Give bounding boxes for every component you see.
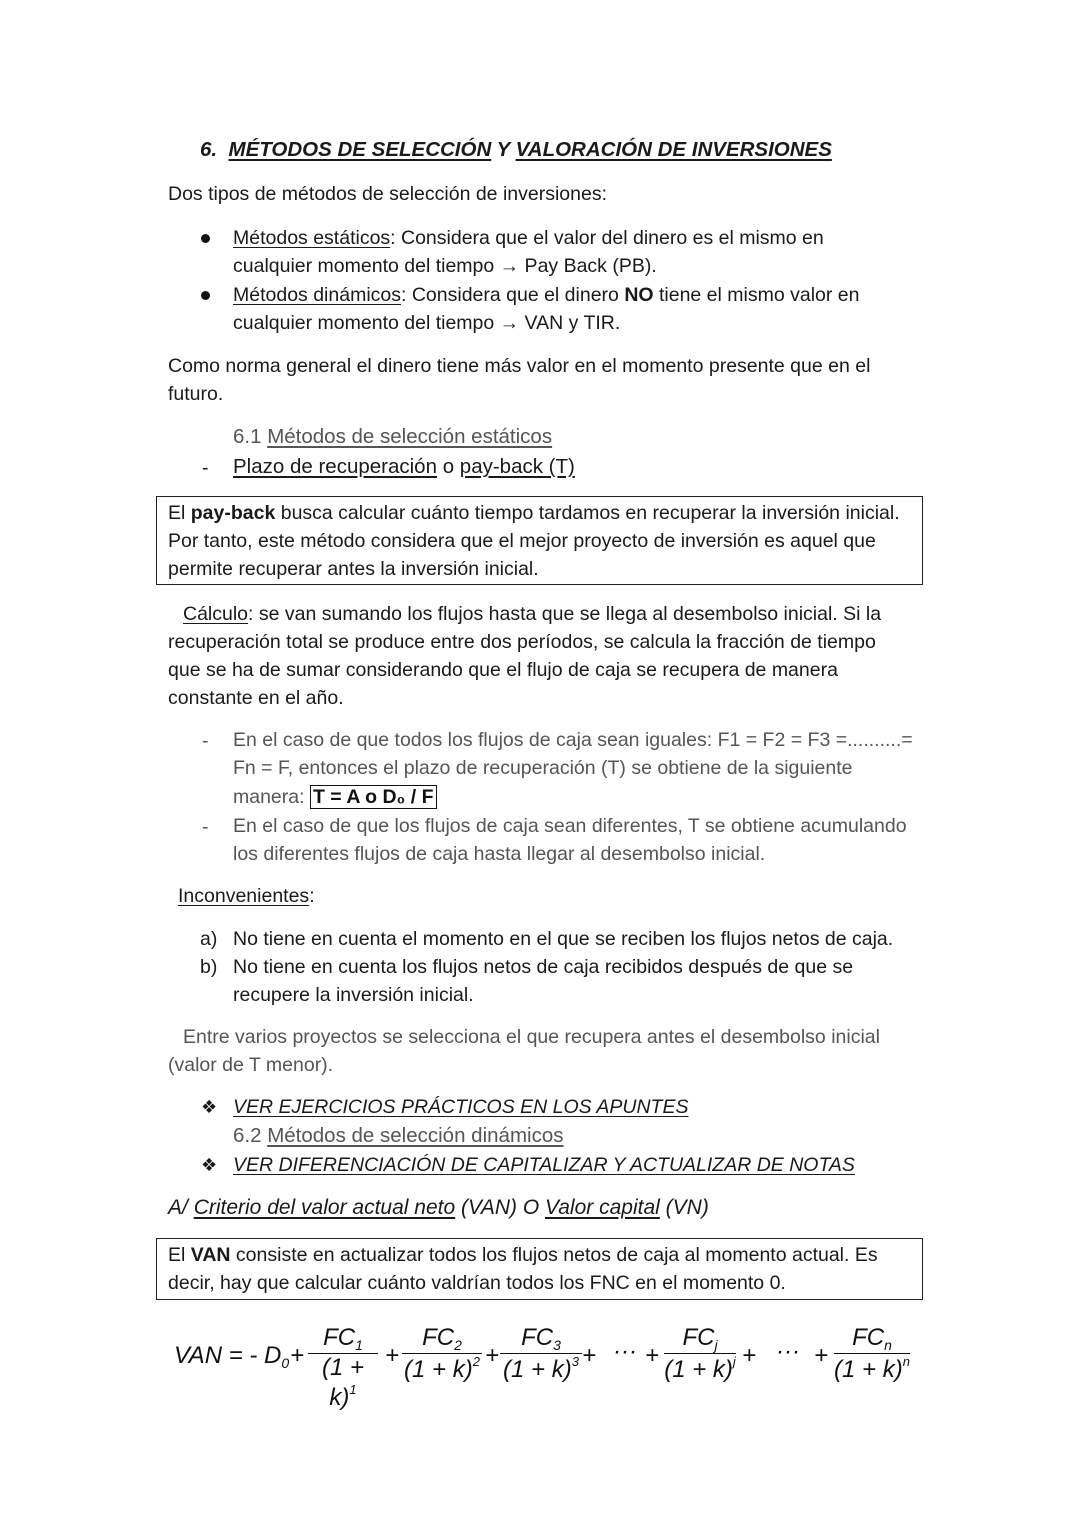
ellipsis: ···: [613, 1338, 637, 1365]
subsection-title: Métodos de selección estáticos: [267, 425, 553, 448]
payback-formula: T = A o D₀ / F: [310, 785, 437, 809]
van-bold: VAN: [190, 1244, 231, 1266]
inconv-b-line1: No tiene en cuenta los flujos netos de caja recibidos después de que se: [233, 956, 854, 978]
inconvenientes-heading: [178, 882, 315, 910]
exponent: 3: [571, 1354, 579, 1369]
ver-ejercicios-note: VER EJERCICIOS PRÁCTICOS EN LOS APUNTES: [233, 1096, 689, 1118]
case1-line3: [233, 783, 437, 811]
criterio-title: Criterio del valor actual neto: [193, 1196, 456, 1219]
intro-text: Dos tipos de métodos de selección de inversiones:: [168, 183, 607, 205]
section-title-part2: VALORACIÓN DE INVERSIONES: [515, 138, 832, 161]
plazo-or: o: [437, 455, 460, 478]
calculo-line2: recuperación total se produce entre dos períodos, se calcula la fracción de tiempo: [168, 631, 876, 653]
formula-sub: 0: [281, 1355, 290, 1371]
plus-sign: +: [485, 1342, 500, 1369]
case-text: manera:: [233, 786, 310, 808]
exponent: 2: [472, 1354, 480, 1369]
numerator-sub: 3: [553, 1337, 561, 1353]
subsection-title: Métodos de selección dinámicos: [267, 1124, 564, 1147]
payback-title: pay-back (T): [459, 455, 575, 478]
inconv-b-line2: recupere la inversión inicial.: [233, 984, 474, 1006]
entre-line2: (valor de T menor).: [168, 1054, 334, 1076]
diamond-icon: ❖: [201, 1155, 218, 1175]
denominator: (1 + k): [834, 1356, 903, 1383]
box1-line2: Por tanto, este método considera que el mejor proyecto de inversión es aquel que: [168, 530, 876, 552]
denominator: (1 + k): [404, 1356, 473, 1383]
case1-line2: Fn = F, entonces el plazo de recuperación (T) se obtiene de la siguiente: [233, 757, 853, 779]
numerator-sub: j: [714, 1337, 718, 1353]
box1-line1: [168, 499, 900, 527]
subsection-6-1: [233, 423, 552, 451]
numerator: FC: [682, 1324, 715, 1351]
entre-line1: Entre varios proyectos se selecciona el que recupera antes el desembolso inicial: [183, 1026, 880, 1048]
denominator: (1 + k): [503, 1356, 572, 1383]
plus-sign: +: [385, 1342, 400, 1369]
static-methods-term: Métodos estáticos: [233, 227, 391, 249]
box2-line2: decir, hay que calcular cuánto valdrían todos los FNC en el momento 0.: [168, 1272, 786, 1294]
van-formula-lhs: [174, 1342, 289, 1371]
section-number: 6.: [200, 138, 218, 161]
calculo-line3: que se ha de sumar considerando que el flujo de caja se recupera de manera: [168, 659, 838, 681]
numerator: FC: [521, 1324, 554, 1351]
dash: -: [202, 730, 209, 752]
plus-sign: +: [645, 1342, 660, 1369]
section-title-and: Y: [496, 138, 510, 161]
bullet-dynamic-line2: cualquier momento del tiempo → VAN y TIR.: [233, 312, 621, 334]
plazo-title: Plazo de recuperación: [233, 455, 437, 478]
bullet-dynamic-line1: [233, 281, 859, 309]
formula-lhs: VAN = - D: [174, 1342, 282, 1369]
ellipsis: ···: [776, 1338, 800, 1365]
calculo-text: : se van sumando los flujos hasta que se llega al desembolso inicial. Si la: [248, 603, 882, 625]
bullet-static-line1: [233, 224, 824, 252]
plus-sign: +: [582, 1342, 597, 1369]
norma-line1: Como norma general el dinero tiene más valor en el momento presente que en el: [168, 355, 871, 377]
box-text: consiste en actualizar todos los flujos netos de caja al momento actual. Es: [230, 1244, 878, 1266]
fraction-2: [402, 1324, 482, 1384]
fraction-3: [500, 1324, 582, 1384]
calculo-term: Cálculo: [183, 603, 249, 625]
box-text: busca calcular cuánto tiempo tardamos en recuperar la inversión inicial.: [275, 502, 900, 524]
plus-sign: +: [814, 1342, 829, 1369]
numerator-sub: 2: [454, 1337, 462, 1353]
calculo-line4: constante en el año.: [168, 687, 344, 709]
inconvenientes-title: Inconvenientes: [178, 885, 310, 907]
fraction-n: [834, 1324, 910, 1384]
bullet-dot: [201, 234, 210, 243]
criterio-prefix: A/: [168, 1196, 194, 1219]
calculo-line1: [183, 600, 881, 628]
exponent: j: [732, 1354, 736, 1369]
payback-bold: pay-back: [190, 502, 276, 524]
numerator: FC: [323, 1324, 356, 1351]
case2-line2: los diferentes flujos de caja hasta llegar al desembolso inicial.: [233, 843, 766, 865]
colon: :: [309, 885, 315, 907]
bold-no: NO: [624, 284, 654, 306]
bullet-text: : Considera que el dinero: [401, 284, 625, 306]
bullet-text: : Considera que el valor del dinero es el mismo en: [390, 227, 824, 249]
plazo-heading: [233, 453, 575, 481]
section-heading: [200, 136, 832, 164]
numerator: FC: [422, 1324, 455, 1351]
norma-line2: futuro.: [168, 383, 224, 405]
dash: -: [202, 816, 209, 838]
bullet-text: tiene el mismo valor en: [653, 284, 860, 306]
fraction-j: [664, 1324, 736, 1384]
subsection-number: 6.2: [233, 1124, 268, 1147]
list-label-b: b): [200, 956, 218, 978]
numerator: FC: [852, 1324, 885, 1351]
criterio-title2: Valor capital: [545, 1196, 660, 1219]
list-label-a: a): [200, 928, 218, 950]
subsection-number: 6.1: [233, 425, 268, 448]
section-title-part1: MÉTODOS DE SELECCIÓN: [228, 138, 492, 161]
subsection-6-2: [233, 1122, 563, 1150]
denominator: (1 + k): [664, 1356, 733, 1383]
case2-line1: En el caso de que los flujos de caja sean diferentes, T se obtiene acumulando: [233, 815, 907, 837]
dynamic-methods-term: Métodos dinámicos: [233, 284, 401, 306]
dash: -: [202, 457, 209, 479]
criterio-suffix: (VN): [659, 1196, 709, 1219]
diamond-icon: ❖: [201, 1097, 218, 1117]
exponent: n: [902, 1354, 910, 1369]
case1-line1: En el caso de que todos los flujos de caja sean iguales: F1 = F2 = F3 =..........=: [233, 729, 913, 751]
box1-line3: permite recuperar antes la inversión inicial.: [168, 558, 539, 580]
ver-diferenciacion-note: VER DIFERENCIACIÓN DE CAPITALIZAR Y ACTUALIZAR DE NOTAS: [233, 1154, 855, 1176]
plus-sign: +: [742, 1342, 757, 1369]
bullet-dot: [201, 291, 210, 300]
criterio-mid: (VAN) O: [455, 1196, 546, 1219]
exponent: 1: [349, 1382, 357, 1397]
box-text: El: [168, 502, 191, 524]
numerator-sub: 1: [355, 1337, 363, 1353]
box2-line1: [168, 1241, 878, 1269]
numerator-sub: n: [884, 1337, 892, 1353]
box-text: El: [168, 1244, 191, 1266]
inconv-a-line1: No tiene en cuenta el momento en el que se reciben los flujos netos de caja.: [233, 928, 894, 950]
criterio-heading: [168, 1194, 709, 1222]
bullet-static-line2: cualquier momento del tiempo → Pay Back (PB).: [233, 255, 657, 277]
fraction-1: [308, 1324, 378, 1412]
plus-sign: +: [290, 1342, 305, 1369]
denominator: (1 + k): [321, 1354, 365, 1411]
